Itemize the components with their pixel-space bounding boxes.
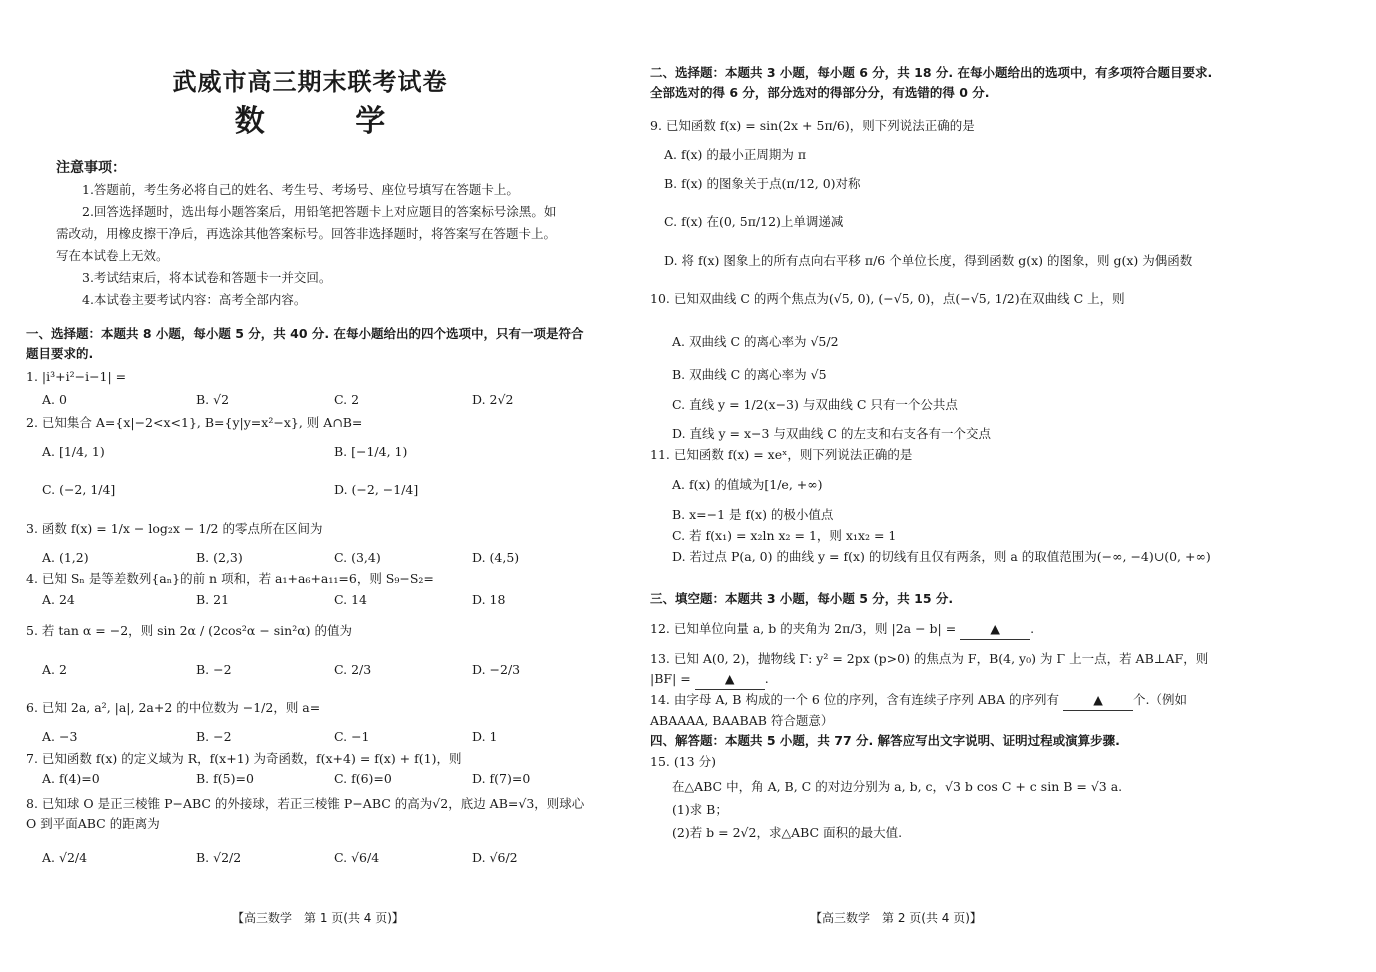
q12-stem: 12. 已知单位向量 a, b 的夹角为 2π/3，则 |2a − b| =: [650, 621, 957, 636]
question-2: 2. 已知集合 A={x|−2<x<1}, B={y|y=x²−x}, 则 A∩B=: [26, 415, 363, 430]
option-b: B. x=−1 是 f(x) 的极小值点: [672, 507, 834, 522]
exam-subject: 数 学: [234, 104, 426, 139]
option-b: B. f(x) 的图象关于点(π/12, 0)对称: [664, 176, 861, 191]
option-c: C. 2/3: [334, 662, 372, 677]
q3-options: [42, 548, 519, 568]
section1-heading: 一、选择题：本题共 8 小题，每小题 5 分，共 40 分. 在每小题给出的四个选项中，只有一项是符合题目要求的.: [26, 326, 584, 361]
exam-title: 武威市高三期末联考试卷: [172, 68, 448, 96]
option-c: C. 2: [334, 392, 360, 407]
note-item: 2.回答选择题时，选出每小题答案后，用铅笔把答题卡上对应题目的答案标号涂黑。如需改动，用橡皮擦干净后，再选涂其他答案标号。回答非选择题时，将答案写在答题卡上。写在本试卷上无效。: [56, 204, 557, 263]
question-13: [650, 649, 1220, 690]
question-8: 8. 已知球 O 是正三棱锥 P−ABC 的外接球，若正三棱锥 P−ABC 的高为√2，底边 AB=√3，则球心 O 到平面ABC 的距离为: [26, 796, 585, 831]
q6-options: [42, 727, 497, 747]
question-7: 7. 已知函数 f(x) 的定义域为 R，f(x+1) 为奇函数，f(x+4) = f(x) + f(1)，则: [26, 751, 462, 766]
option-a: A. 2: [42, 662, 67, 677]
q2-options-row2: [42, 480, 418, 500]
option-a: A. 双曲线 C 的离心率为 √5/2: [672, 334, 839, 349]
q2-options-row1: [42, 442, 407, 462]
option-c: C. f(x) 在(0, 5π/12)上单调递减: [664, 214, 844, 229]
option-a: A. √2/4: [42, 850, 88, 865]
option-d: D. 直线 y = x−3 与双曲线 C 的左支和右支各有一个交点: [672, 426, 991, 441]
page-2-footer: 【高三数学 第 2 页(共 4 页)】: [810, 911, 982, 925]
option-a: A. f(4)=0: [42, 771, 100, 786]
option-d: D. 若过点 P(a, 0) 的曲线 y = f(x) 的切线有且仅有两条，则 a 的取值范围为(−∞, −4)∪(0, +∞): [672, 549, 1211, 564]
option-d: D. 将 f(x) 图象上的所有点向右平移 π/6 个单位长度，得到函数 g(x) 的图象，则 g(x) 为偶函数: [664, 253, 1193, 268]
option-d: D. −2/3: [472, 662, 521, 677]
answer-blank: ▲: [1063, 690, 1133, 711]
option-d: D. 1: [472, 729, 498, 744]
section4-heading: 四、解答题：本题共 5 小题，共 77 分. 解答应写出文字说明、证明过程或演算步骤.: [650, 733, 1120, 748]
page-1: [0, 0, 650, 972]
answer-blank: ▲: [960, 619, 1030, 640]
option-b: B. [−1/4, 1): [334, 444, 408, 459]
option-c: C. 直线 y = 1/2(x−3) 与双曲线 C 只有一个公共点: [672, 397, 958, 412]
q1-options: [42, 390, 513, 410]
notes-block: [56, 157, 566, 311]
section3-heading: 三、填空题：本题共 3 小题，每小题 5 分，共 15 分.: [650, 591, 954, 606]
option-b: B. 双曲线 C 的离心率为 √5: [672, 367, 827, 382]
question-15-part2: (2)若 b = 2√2，求△ABC 面积的最大值.: [672, 825, 903, 840]
option-c: C. (3,4): [334, 550, 381, 565]
question-4: 4. 已知 Sₙ 是等差数列{aₙ}的前 n 项和，若 a₁+a₆+a₁₁=6，则 S₉−S₂=: [26, 571, 434, 586]
option-a: A. f(x) 的最小正周期为 π: [664, 147, 807, 162]
option-d: D. (−2, −1/4]: [334, 482, 419, 497]
question-12: [650, 619, 1220, 640]
option-d: D. (4,5): [472, 550, 520, 565]
option-b: B. 21: [196, 592, 230, 607]
option-c: C. √6/4: [334, 850, 380, 865]
q12-end: .: [1030, 621, 1035, 636]
question-10: 10. 已知双曲线 C 的两个焦点为(√5, 0), (−√5, 0)，点(−√5, 1/2)在双曲线 C 上，则: [650, 291, 1125, 306]
option-a: A. (1,2): [42, 550, 89, 565]
option-d: D. √6/2: [472, 850, 518, 865]
option-a: A. 24: [42, 592, 75, 607]
note-item: 4.本试卷主要考试内容：高考全部内容。: [82, 292, 307, 307]
option-c: C. −1: [334, 729, 370, 744]
notes-heading: 注意事项：: [56, 160, 126, 176]
question-15-number: 15. (13 分): [650, 754, 716, 769]
q7-options: [42, 769, 530, 789]
option-c: C. (−2, 1/4]: [42, 482, 116, 497]
question-11: 11. 已知函数 f(x) = xeˣ，则下列说法正确的是: [650, 447, 913, 462]
option-b: B. (2,3): [196, 550, 243, 565]
q14-stem: 14. 由字母 A, B 构成的一个 6 位的序列，含有连续子序列 ABA 的序列有: [650, 692, 1060, 707]
option-c: C. 14: [334, 592, 367, 607]
q5-options: [42, 660, 520, 680]
option-a: A. f(x) 的值域为[1/e, +∞): [672, 477, 823, 492]
section2-heading: 二、选择题：本题共 3 小题，每小题 6 分，共 18 分. 在每小题给出的选项中，有多项符合题目要求. 全部选对的得 6 分，部分选对的得部分分，有选错的得 0 分.: [650, 65, 1213, 100]
option-b: B. f(5)=0: [196, 771, 254, 786]
option-d: D. f(7)=0: [472, 771, 531, 786]
option-b: B. √2/2: [196, 850, 242, 865]
option-d: D. 18: [472, 592, 506, 607]
option-b: B. √2: [196, 392, 230, 407]
q8-options: [42, 848, 518, 868]
option-d: D. 2√2: [472, 392, 514, 407]
option-a: A. 0: [42, 392, 67, 407]
question-14: [650, 690, 1220, 731]
question-15-part1: (1)求 B；: [672, 802, 728, 817]
answer-blank: ▲: [695, 669, 765, 690]
q14-end: 个.（例如 ABAAAA, BAABAB 符合题意）: [650, 692, 1188, 728]
question-1: 1. |i³+i²−i−1| =: [26, 369, 127, 384]
question-15-stem: 在△ABC 中，角 A, B, C 的对边分别为 a, b, c，√3 b cos C + c sin B = √3 a.: [672, 779, 1123, 794]
question-5: 5. 若 tan α = −2，则 sin 2α / (2cos²α − sin²α) 的值为: [26, 623, 353, 638]
q13-end: .: [764, 671, 769, 686]
question-6: 6. 已知 2a, a², |a|, 2a+2 的中位数为 −1/2，则 a=: [26, 700, 321, 715]
option-a: A. −3: [42, 729, 78, 744]
option-c: C. f(6)=0: [334, 771, 392, 786]
option-b: B. −2: [196, 729, 232, 744]
option-b: B. −2: [196, 662, 232, 677]
q4-options: [42, 590, 505, 610]
question-3: 3. 函数 f(x) = 1/x − log₂x − 1/2 的零点所在区间为: [26, 521, 323, 536]
q13-stem: 13. 已知 A(0, 2)，抛物线 Γ: y² = 2px (p>0) 的焦点为 F，B(4, y₀) 为 Γ 上一点，若 AB⊥AF，则 |BF| =: [650, 651, 1209, 686]
note-item: 1.答题前，考生务必将自己的姓名、考生号、考场号、座位号填写在答题卡上。: [82, 182, 519, 197]
option-c: C. 若 f(x₁) = x₂ln x₂ = 1，则 x₁x₂ = 1: [672, 528, 897, 543]
page-2: [650, 0, 1376, 972]
note-item: 3.考试结束后，将本试卷和答题卡一并交回。: [82, 270, 332, 285]
question-9: 9. 已知函数 f(x) = sin(2x + 5π/6)，则下列说法正确的是: [650, 118, 975, 133]
page-1-footer: 【高三数学 第 1 页(共 4 页)】: [232, 911, 404, 925]
option-a: A. [1/4, 1): [42, 444, 105, 459]
